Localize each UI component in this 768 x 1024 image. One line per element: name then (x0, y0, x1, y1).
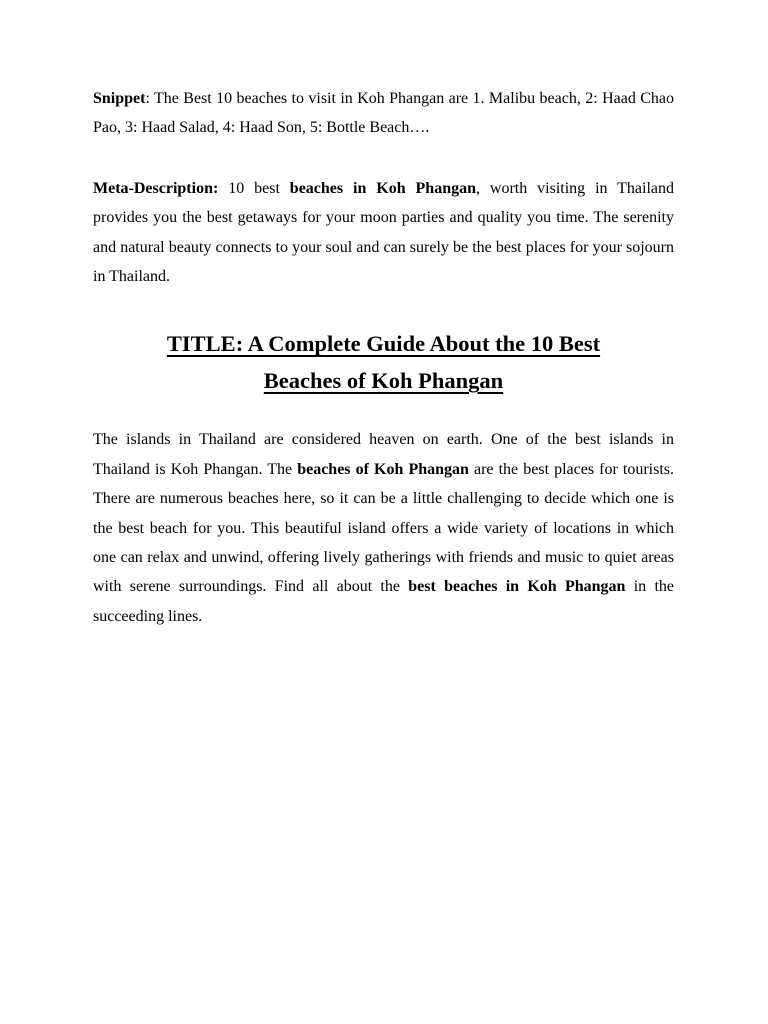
title-line-2: Beaches of Koh Phangan (263, 368, 504, 394)
intro-paragraph (93, 425, 674, 631)
meta-description-label: Meta-Description: (93, 179, 219, 197)
meta-description-text-before: 10 best (218, 179, 290, 197)
document-page (93, 84, 674, 631)
intro-text-3: in the succeeding lines. (93, 578, 674, 625)
intro-text-2: are the best places for tourists. There are numerous beaches here, so it can be a little challenging to decide which one is the best beach for you. This beautiful island offers a wide variety of locations in which one can relax and unwind, offering lively gatherings with friends and music to quiet areas with serene surroundings. Find all about the (93, 460, 675, 596)
snippet-label: Snippet (93, 90, 146, 107)
page-title (93, 325, 674, 399)
title-line-1: TITLE: A Complete Guide About the 10 Best (166, 331, 601, 357)
intro-bold-1: beaches of Koh Phangan (297, 460, 469, 478)
snippet-paragraph (93, 84, 674, 143)
intro-bold-2: best beaches in Koh Phangan (408, 578, 626, 596)
meta-description-text-after: , worth visiting in Thailand provides you the best getaways for your moon parties and quality you time. The serenity and natural beauty connects to your soul and can surely be the best places for your sojourn in Thailand. (93, 179, 675, 286)
meta-description-bold-phrase: beaches in Koh Phangan (289, 179, 477, 197)
intro-text-1: The islands in Thailand are considered heaven on earth. One of the best islands in Thailand is Koh Phangan. The (93, 431, 674, 478)
snippet-text: : The Best 10 beaches to visit in Koh Phangan are 1. Malibu beach, 2: Haad Chao Pao, 3: Haad Salad, 4: Haad Son, 5: Bottle Beach…. (93, 90, 674, 137)
meta-description-paragraph (93, 174, 674, 292)
